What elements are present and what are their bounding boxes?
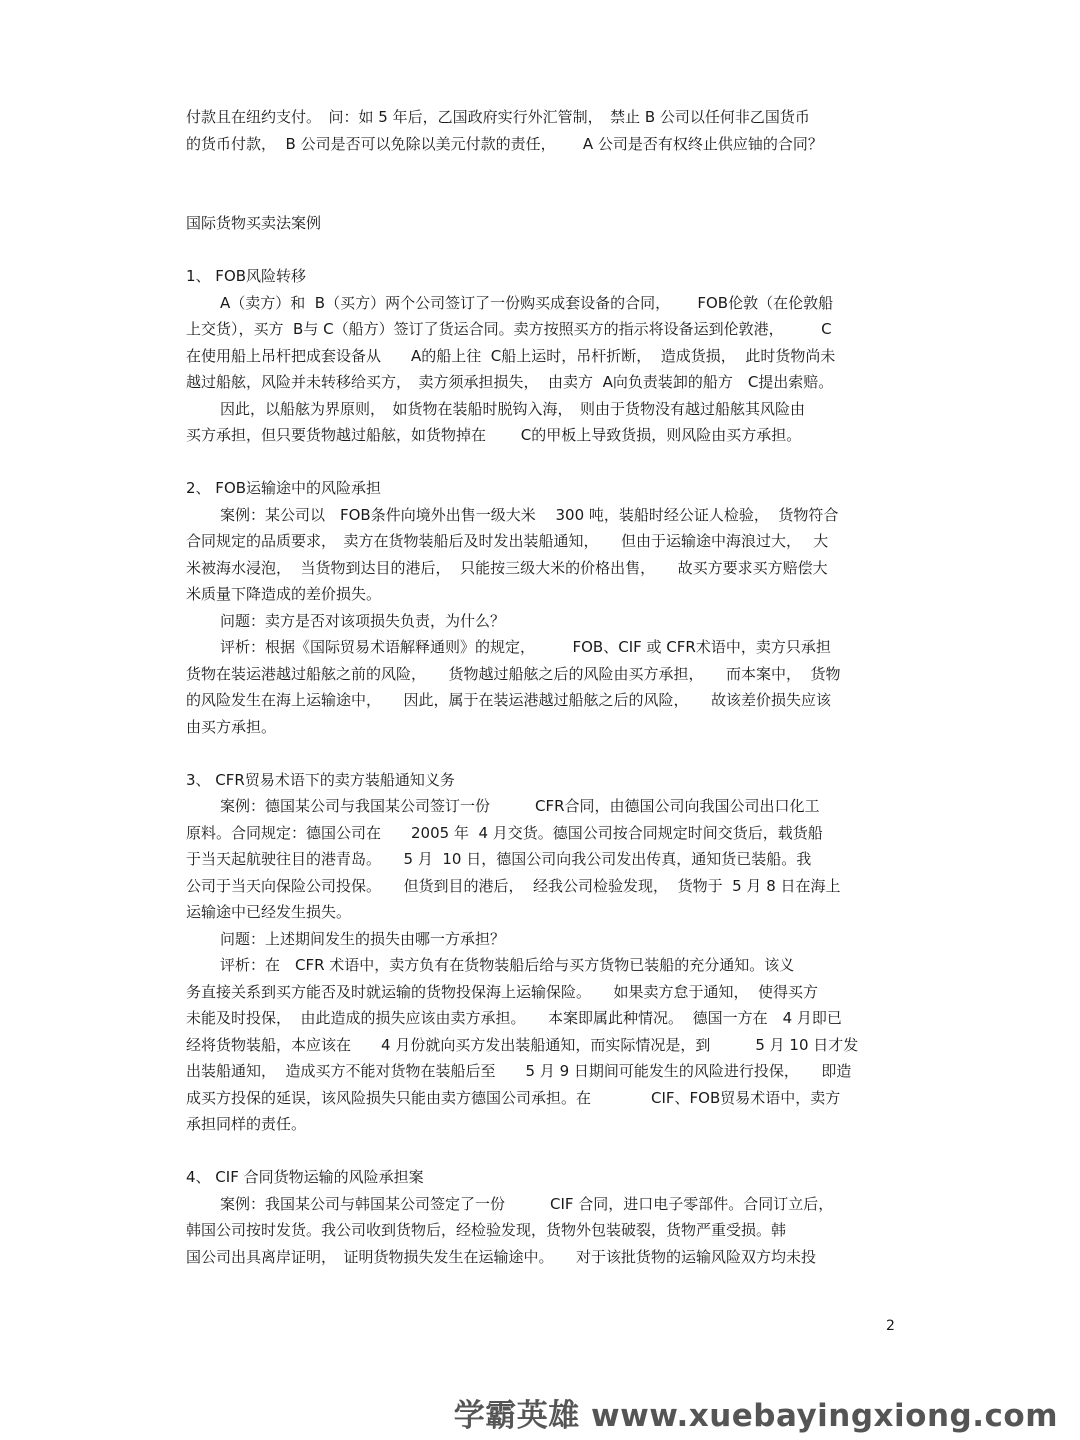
case-text-line: 原料。合同规定：德国公司在 2005 年 4 月交货。德国公司按合同规定时间交货后，载货船 <box>186 823 823 842</box>
case-heading: 4、 CIF 合同货物运输的风险承担案 <box>186 1168 424 1186</box>
case-text-line: 经将货物装船，本应该在 4 月份就向买方发出装船通知，而实际情况是，到 5 月 10 日才发 <box>186 1035 859 1054</box>
case-text-line: 成买方投保的延误，该风险损失只能由卖方德国公司承担。在 CIF、FOB贸易术语中，卖方 <box>186 1088 841 1107</box>
case-heading: 3、 CFR贸易术语下的卖方装船通知义务 <box>186 770 455 789</box>
case-text-line: 案例：我国某公司与韩国某公司签定了一份 CIF 合同，进口电子零部件。合同订立后， <box>220 1194 834 1213</box>
case-text-line: 上交货），买方 B与 C（船方）签订了货运合同。卖方按照买方的指示将设备运到伦敦港， C <box>186 320 832 338</box>
case-text-line: 问题：卖方是否对该项损失负责，为什么？ <box>220 611 506 630</box>
case-text-line: 因此，以船舷为界原则， 如货物在装船时脱钩入海， 则由于货物没有越过船舷其风险由 <box>220 399 806 418</box>
case-text-line: 买方承担，但只要货物越过船舷，如货物掉在 C的甲板上导致货损，则风险由买方承担。 <box>186 426 802 444</box>
case-heading: 1、 FOB风险转移 <box>186 267 307 285</box>
page-number: 2 <box>886 1318 895 1334</box>
case-text-line: 务直接关系到买方能否及时就运输的货物投保海上运输保险。 如果卖方怠于通知， 使得买方 <box>186 982 819 1001</box>
case-text-line: 由买方承担。 <box>186 717 277 736</box>
case-text-line: 韩国公司按时发货。我公司收到货物后，经检验发现，货物外包装破裂，货物严重受损。韩 <box>186 1221 787 1239</box>
case-text-line: 评析：在 CFR 术语中，卖方负有在货物装船后给与买方货物已装船的充分通知。该义 <box>220 956 795 974</box>
case-block <box>186 263 906 449</box>
case-block <box>186 475 906 740</box>
case-text-line: 货物在装运港越过船舷之前的风险， 货物越过船舷之后的风险由买方承担， 而本案中， 货物 <box>186 664 841 683</box>
intro-line: 付款且在纽约支付。 问：如 5 年后，乙国政府实行外汇管制， 禁止 B 公司以任何非乙国货币 <box>186 108 810 126</box>
case-text-line: 运输途中已经发生损失。 <box>186 903 352 921</box>
case-text-line: 在使用船上吊杆把成套设备从 A的船上往 C船上运时，吊杆折断， 造成货损， 此时货物尚未 <box>186 346 836 365</box>
case-text-line: A（卖方）和 B（买方）两个公司签订了一份购买成套设备的合同， FOB伦敦（在伦敦船 <box>220 293 834 312</box>
intro-paragraph <box>186 104 906 157</box>
watermark: 学霸英雄 www.xuebayingxiong.com <box>453 1398 1058 1434</box>
case-text-line: 于当天起航驶往目的港青岛。 5 月 10 日，德国公司向我公司发出传真，通知货已装船。我 <box>186 850 812 868</box>
case-block <box>186 1164 906 1270</box>
case-text-line: 案例：德国某公司与我国某公司签订一份 CFR合同，由德国公司向我国公司出口化工 <box>220 797 820 815</box>
case-text-line: 的风险发生在海上运输途中， 因此，属于在装运港越过船舷之后的风险， 故该差价损失应该 <box>186 691 832 709</box>
case-text-line: 出装船通知， 造成买方不能对货物在装船后至 5 月 9 日期间可能发生的风险进行投保， 即造 <box>186 1062 852 1080</box>
case-text-line: 米质量下降造成的差价损失。 <box>186 585 382 603</box>
section-title: 国际货物买卖法案例 <box>186 214 322 232</box>
case-text-line: 合同规定的品质要求， 卖方在货物装船后及时发出装船通知， 但由于运输途中海浪过大， 大 <box>186 532 829 550</box>
case-text-line: 米被海水浸泡， 当货物到达目的港后， 只能按三级大米的价格出售， 故买方要求买方赔偿大 <box>186 558 828 577</box>
intro-line: 的货币付款， B 公司是否可以免除以美元付款的责任， A 公司是否有权终止供应铀的合同？ <box>186 134 823 153</box>
case-text-line: 案例：某公司以 FOB条件向境外出售一级大米 300 吨，装船时经公证人检验， 货物符合 <box>220 505 839 524</box>
case-block <box>186 767 906 1138</box>
case-text-line: 问题：上述期间发生的损失由哪一方承担？ <box>220 929 506 948</box>
cases-container <box>186 263 906 1270</box>
case-text-line: 国公司出具离岸证明， 证明货物损失发生在运输途中。 对于该批货物的运输风险双方均未投 <box>186 1247 817 1266</box>
case-text-line: 评析：根据《国际贸易术语解释通则》的规定， FOB、CIF 或 CFR术语中，卖方只承担 <box>220 638 831 656</box>
case-text-line: 越过船舷，风险并未转移给买方， 卖方须承担损失， 由卖方 A向负责装卸的船方 C提出索赔。 <box>186 373 834 391</box>
case-heading: 2、 FOB运输途中的风险承担 <box>186 479 382 497</box>
case-text-line: 公司于当天向保险公司投保。 但货到目的港后， 经我公司检验发现， 货物于 5 月 8 日在海上 <box>186 876 841 895</box>
case-text-line: 未能及时投保， 由此造成的损失应该由卖方承担。 本案即属此种情况。 德国一方在 4 月即已 <box>186 1009 842 1027</box>
document-page <box>186 104 906 1270</box>
case-text-line: 承担同样的责任。 <box>186 1115 307 1133</box>
